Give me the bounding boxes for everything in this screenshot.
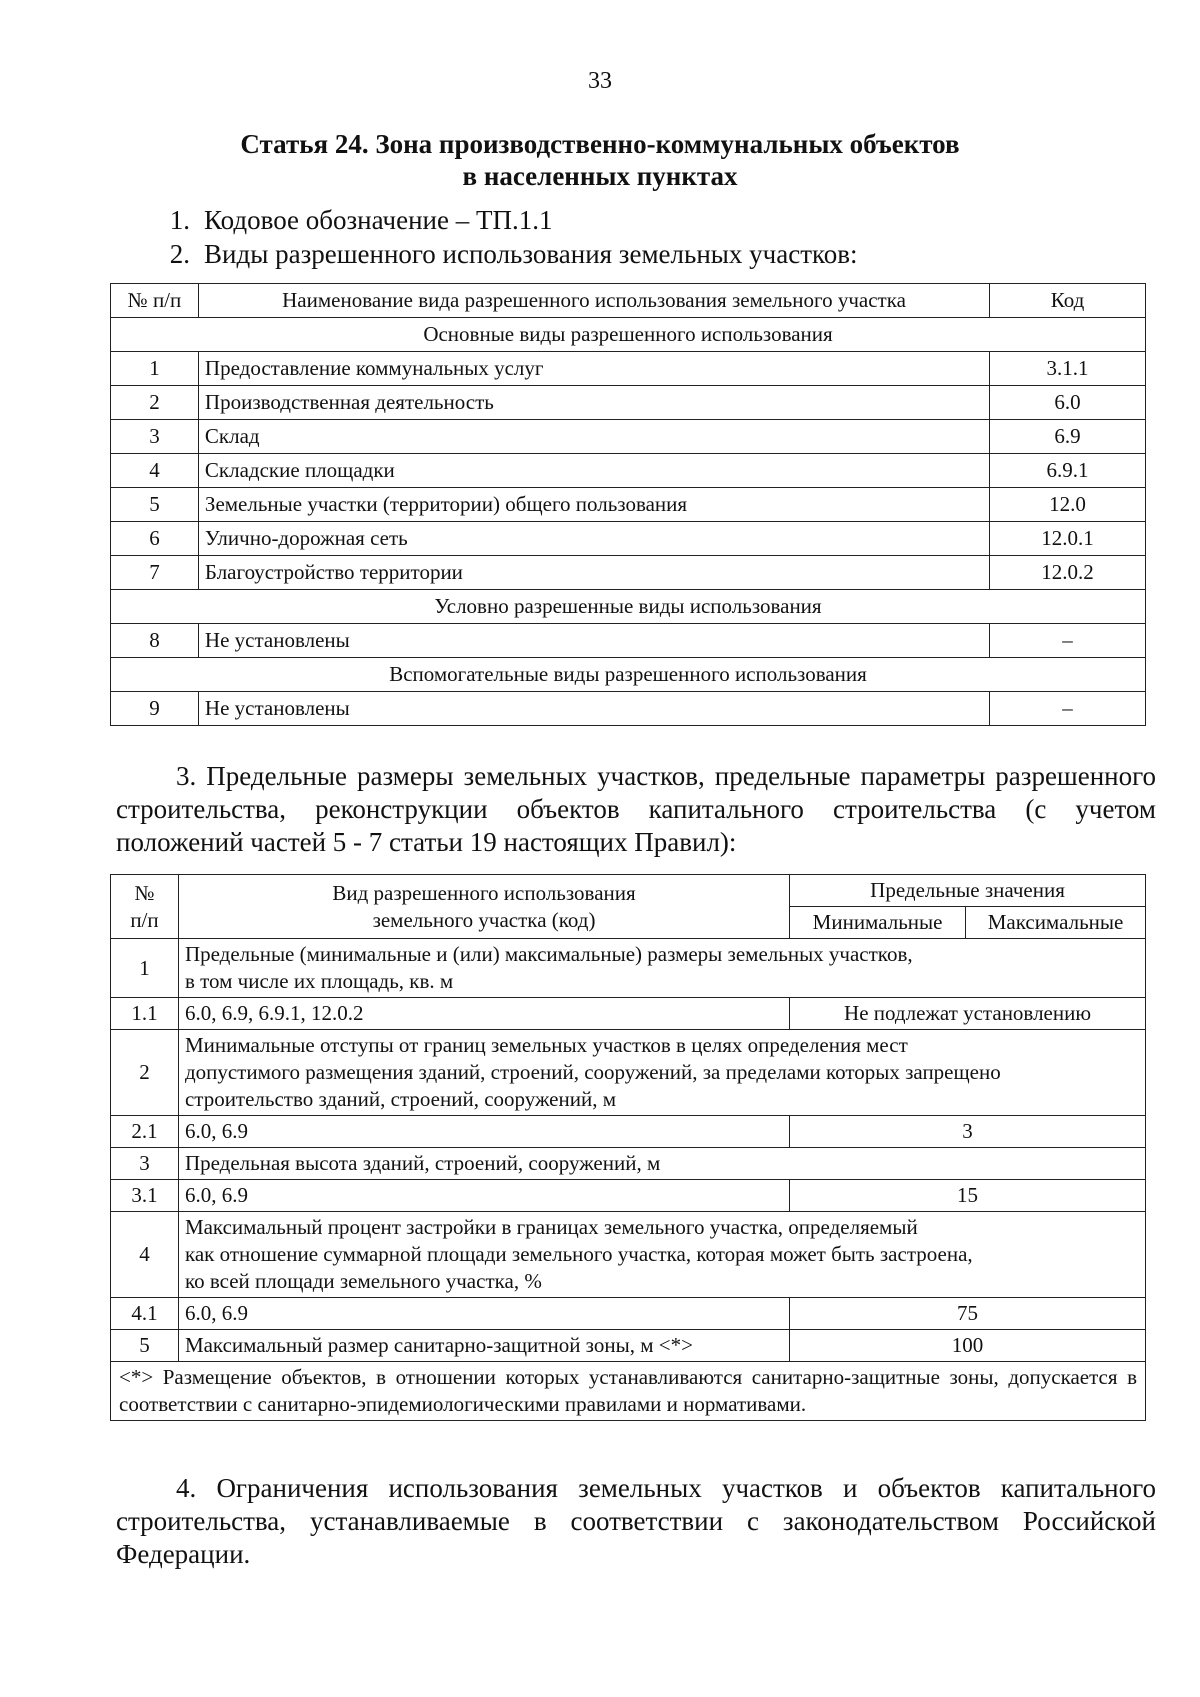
table-row xyxy=(111,454,1146,488)
row-name: Не установлены xyxy=(198,692,989,726)
header-number-line-1: № xyxy=(134,880,155,905)
header-code: Код xyxy=(990,284,1146,318)
section-aux-label: Вспомогательные виды разрешенного использования xyxy=(111,658,1146,692)
row-code: 12.0.2 xyxy=(990,556,1146,590)
row-name: Благоустройство территории xyxy=(198,556,989,590)
section-row xyxy=(111,658,1146,692)
row-text-line: допустимого размещения зданий, строений, сооружений, за пределами которых запрещено xyxy=(184,1060,1001,1084)
header-min: Минимальные xyxy=(790,907,966,939)
row-number: 8 xyxy=(111,624,199,658)
row-text: Предельная высота зданий, строений, сооружений, м xyxy=(178,1148,1145,1180)
header-number-line-2: п/п xyxy=(130,907,159,932)
row-text xyxy=(178,939,1145,998)
table-row xyxy=(111,556,1146,590)
row-number: 2.1 xyxy=(111,1116,179,1148)
row-text xyxy=(178,1212,1145,1298)
table-row xyxy=(111,1180,1146,1212)
table-row xyxy=(111,1212,1146,1298)
footnote: <*> Размещение объектов, в отношении которых устанавливаются санитарно-защитные зоны, допускается в соответствии с санитарно-эпидемиологическими правилами и нормативами. xyxy=(111,1362,1146,1421)
row-value: 100 xyxy=(790,1330,1146,1362)
land-use-types-table xyxy=(110,283,1146,726)
row-code: 3.1.1 xyxy=(990,352,1146,386)
row-name: Склад xyxy=(198,420,989,454)
header-number: № п/п xyxy=(111,284,199,318)
paragraph-4-text: 4. Ограничения использования земельных участков и объектов капитального строительства, устанавливаемые в соответствии с законодательством Российской Федерации. xyxy=(116,1473,1156,1569)
table-row xyxy=(111,386,1146,420)
table-row xyxy=(111,352,1146,386)
section-row xyxy=(111,590,1146,624)
row-codes: 6.0, 6.9, 6.9.1, 12.0.2 xyxy=(178,998,789,1030)
row-value: 15 xyxy=(790,1180,1146,1212)
paragraph-4 xyxy=(116,1472,1156,1571)
footnote-row xyxy=(111,1362,1146,1421)
table-row xyxy=(111,420,1146,454)
row-text-line: Минимальные отступы от границ земельных участков в целях определения мест xyxy=(184,1033,908,1057)
row-text-line: Максимальный процент застройки в границах земельного участка, определяемый xyxy=(184,1215,918,1239)
row-code: – xyxy=(990,624,1146,658)
table-row xyxy=(111,522,1146,556)
row-text-line: в том числе их площадь, кв. м xyxy=(184,969,454,993)
row-number: 1 xyxy=(111,939,179,998)
row-name: Производственная деятельность xyxy=(198,386,989,420)
title-line-2: в населенных пунктах xyxy=(462,161,738,191)
row-text-line: строительство зданий, строений, сооружений, м xyxy=(184,1087,617,1111)
table-row xyxy=(111,1148,1146,1180)
row-number: 2 xyxy=(111,386,199,420)
row-code: 6.9 xyxy=(990,420,1146,454)
table-header-row xyxy=(111,284,1146,318)
header-number xyxy=(111,875,179,939)
section-row xyxy=(111,318,1146,352)
list-item-2 xyxy=(148,237,858,271)
header-limits: Предельные значения xyxy=(790,875,1146,907)
header-max: Максимальные xyxy=(966,907,1146,939)
row-number: 3.1 xyxy=(111,1180,179,1212)
table-row xyxy=(111,1116,1146,1148)
row-number: 5 xyxy=(111,1330,179,1362)
header-type-line-1: Вид разрешенного использования xyxy=(332,880,636,905)
row-code: 12.0.1 xyxy=(990,522,1146,556)
table-row xyxy=(111,998,1146,1030)
row-number: 4 xyxy=(111,454,199,488)
limits-table xyxy=(110,874,1146,1421)
table-row xyxy=(111,624,1146,658)
row-number: 6 xyxy=(111,522,199,556)
paragraph-3-text: 3. Предельные размеры земельных участков, предельные параметры разрешенного строительства, реконструкции объектов капитального строительства (с учетом положений частей 5 - 7 статьи 19 настоящих Правил): xyxy=(116,761,1156,857)
table-row xyxy=(111,488,1146,522)
table-header-row xyxy=(111,875,1146,907)
row-number: 4 xyxy=(111,1212,179,1298)
list-item-1 xyxy=(148,203,552,237)
section-conditional-label: Условно разрешенные виды использования xyxy=(111,590,1146,624)
row-value: 75 xyxy=(790,1298,1146,1330)
list-item-number: 1. xyxy=(169,205,190,235)
row-name: Не установлены xyxy=(198,624,989,658)
page-number: 33 xyxy=(588,68,612,94)
row-number: 2 xyxy=(111,1030,179,1116)
table-row xyxy=(111,1298,1146,1330)
title-line-1: Статья 24. Зона производственно-коммунальных объектов xyxy=(240,129,960,159)
row-number: 5 xyxy=(111,488,199,522)
row-value: 3 xyxy=(790,1116,1146,1148)
table-row xyxy=(111,939,1146,998)
row-number: 4.1 xyxy=(111,1298,179,1330)
table-row xyxy=(111,1030,1146,1116)
row-value: Не подлежат установлению xyxy=(790,998,1146,1030)
page-title xyxy=(120,128,1080,192)
section-main-label: Основные виды разрешенного использования xyxy=(111,318,1146,352)
row-name: Предоставление коммунальных услуг xyxy=(198,352,989,386)
table-row xyxy=(111,1330,1146,1362)
header-name: Наименование вида разрешенного использования земельного участка xyxy=(198,284,989,318)
row-number: 3 xyxy=(111,420,199,454)
row-code: 6.9.1 xyxy=(990,454,1146,488)
header-type xyxy=(178,875,789,939)
row-number: 3 xyxy=(111,1148,179,1180)
row-text: Максимальный размер санитарно-защитной зоны, м <*> xyxy=(178,1330,789,1362)
row-codes: 6.0, 6.9 xyxy=(178,1116,789,1148)
row-number: 1 xyxy=(111,352,199,386)
row-name: Улично-дорожная сеть xyxy=(198,522,989,556)
row-text-line: ко всей площади земельного участка, % xyxy=(184,1269,542,1293)
list-item-text: Кодовое обозначение – ТП.1.1 xyxy=(204,205,553,235)
row-text-line: Предельные (минимальные и (или) максимальные) размеры земельных участков, xyxy=(184,942,913,966)
row-codes: 6.0, 6.9 xyxy=(178,1298,789,1330)
row-code: 12.0 xyxy=(990,488,1146,522)
row-code: – xyxy=(990,692,1146,726)
row-number: 9 xyxy=(111,692,199,726)
row-name: Земельные участки (территории) общего пользования xyxy=(198,488,989,522)
table-row xyxy=(111,692,1146,726)
header-type-line-2: земельного участка (код) xyxy=(372,907,596,932)
row-text-line: как отношение суммарной площади земельного участка, которая может быть застроена, xyxy=(184,1242,973,1266)
list-item-text: Виды разрешенного использования земельных участков: xyxy=(204,239,858,269)
list-item-number: 2. xyxy=(169,239,190,269)
row-number: 7 xyxy=(111,556,199,590)
paragraph-3 xyxy=(116,760,1156,859)
row-codes: 6.0, 6.9 xyxy=(178,1180,789,1212)
row-text xyxy=(178,1030,1145,1116)
row-code: 6.0 xyxy=(990,386,1146,420)
row-name: Складские площадки xyxy=(198,454,989,488)
row-number: 1.1 xyxy=(111,998,179,1030)
